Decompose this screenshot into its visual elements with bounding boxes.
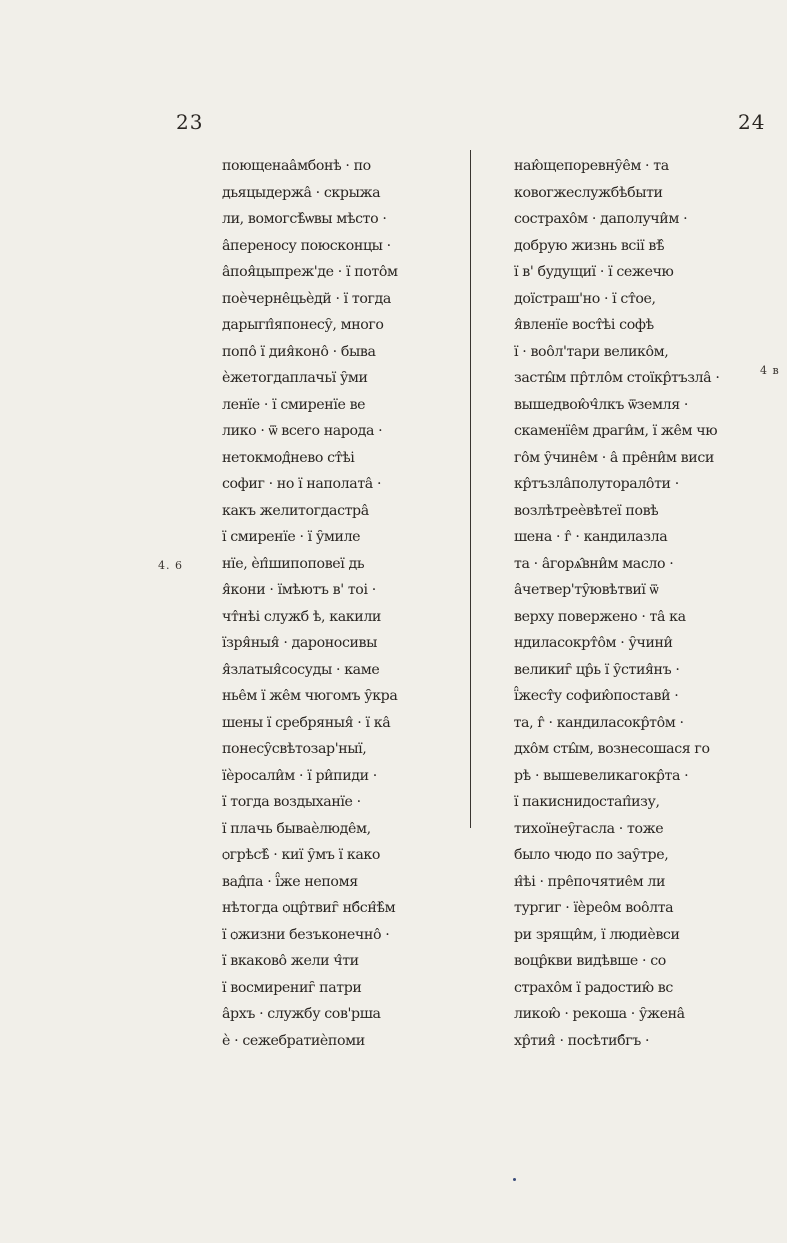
text-line: ли, вомогсѣ̂ѡвы мѣсто · bbox=[222, 211, 387, 227]
text-line: нїе, ѐп̂шипоповеї дь bbox=[222, 555, 365, 572]
text-line: чт̂нѣі служб ѣ, какили bbox=[222, 608, 381, 625]
text-line: ковогжеслужбѣбыти bbox=[514, 184, 663, 201]
text-line: ликою̂ · рекоша · у̑жена̂ bbox=[514, 1006, 685, 1022]
text-line: дарыгп̂японесу̑, много bbox=[222, 317, 384, 333]
text-line: страхо̂м ї радостию̂ вс bbox=[514, 979, 673, 996]
text-line: нѣтогда ѻцр̂твиг̑ нб̂сн̂ѣ̂м bbox=[222, 900, 396, 916]
text-line: я̂вленїе вост̂ѣі софѣ bbox=[514, 317, 654, 333]
text-line: ї в' будущиї · ї сежечю bbox=[514, 264, 674, 280]
text-line: ї тогда воздыханїе · bbox=[222, 794, 361, 810]
text-line: ї̂жест̂у софию̂постави̂ · bbox=[514, 688, 679, 704]
margin-note-right: 4 в bbox=[760, 364, 780, 377]
text-line: наю̂щепоревну̑е̂м · та bbox=[514, 158, 669, 174]
text-line: ї · воо̂л'тари велико̂м, bbox=[514, 343, 669, 360]
text-line: скаменїе̂м драги̂м, ї же̂м чю bbox=[514, 423, 718, 439]
column-divider bbox=[470, 150, 471, 828]
page-number-right: 24 bbox=[738, 110, 766, 134]
text-line: ї смиренїе · ї у̑миле bbox=[222, 529, 361, 545]
text-line: шены ї сребряныя̂ · ї ка̂ bbox=[222, 714, 391, 731]
text-line: вад̂па · ї̂же непомя bbox=[222, 873, 358, 890]
text-line: ри зрящи̂м, ї людиѐвси bbox=[514, 926, 680, 943]
text-line: ̂та, г̂ · кандиласокр̂то̂м · bbox=[514, 714, 684, 731]
text-line: а̂четвер'ту̑ювѣтвиї ѿ bbox=[514, 582, 659, 598]
text-line: понесу̑свѣтозар'ныї, bbox=[222, 741, 367, 757]
text-line: а̂рхъ · службу сов'рша bbox=[222, 1006, 381, 1022]
text-line: ѐжетогдаплачьї у̑ми bbox=[222, 370, 368, 386]
text-line: ндиласокрт̂о̂м · у̑чини̂ bbox=[514, 635, 673, 651]
text-line: поющенаа̂мбонѣ · по bbox=[222, 158, 371, 174]
text-line: доїстраш'но · ї ст̂ое, bbox=[514, 290, 656, 307]
text-line: ленїе · ї смиренїе ве bbox=[222, 396, 366, 413]
text-line: воцр̂кви видѣвше · со bbox=[514, 953, 666, 969]
text-line: дьяцыдержа̂ · скрыжа bbox=[222, 184, 381, 201]
text-line: вышедвою̂ч̂лкъ ѿземля · bbox=[514, 396, 689, 413]
text-line: ѐ · сежебратиѐпоми bbox=[222, 1032, 365, 1049]
left-text-column bbox=[222, 153, 427, 1054]
text-line: ї восмирениг̑ патри bbox=[222, 979, 362, 996]
text-line: їѐросали̂м · ї ри̂пиди · bbox=[222, 767, 377, 784]
ink-speck bbox=[513, 1178, 516, 1181]
text-line: а̂поя̂цыпреж'де · ї пото̂м bbox=[222, 264, 398, 280]
text-line: я̂кони · їмѣютъ в' тоі · bbox=[222, 582, 376, 598]
text-line: тургиг · їѐрео̂м воо̂лта bbox=[514, 900, 674, 916]
text-line: шена · г̂ · кандилазла bbox=[514, 529, 668, 545]
text-line: верху повержено · та̂ ка bbox=[514, 608, 686, 625]
text-line: лико · ѿ всего народа · bbox=[222, 423, 383, 439]
text-line: сострахо̂м · даполучи̂м · bbox=[514, 211, 688, 227]
text-line: а̂переносу поюсконцы · bbox=[222, 237, 391, 254]
text-line: нетокмод̂нево ст̂ѣі bbox=[222, 449, 355, 466]
text-line: великиг̑ цр̂ь ї у̑стия̂нъ · bbox=[514, 661, 680, 678]
text-line: попо̂ ї дия̂коно̂ · бывa bbox=[222, 343, 376, 360]
text-line: ї вкаково̂ жели ч̂ти bbox=[222, 953, 359, 969]
text-line: їзря̂ныя̂ · дароносивы bbox=[222, 635, 378, 651]
text-line: дхо̂м сты̂м, вознесошася го bbox=[514, 741, 710, 757]
text-line: го̂м у̑чине̂м · а̂ пре̂ни̂м виси bbox=[514, 449, 714, 466]
right-text-column bbox=[514, 153, 719, 1054]
text-line: ї ѻжизни безъконечно̂ · bbox=[222, 926, 390, 943]
page-number-left: 23 bbox=[176, 110, 204, 134]
text-line: та · а̂горѧ̂вни̂м масло · bbox=[514, 555, 674, 572]
text-line: ї пакиснидостап̂изу, bbox=[514, 794, 660, 810]
text-line: какъ желитогдастра̂ bbox=[222, 502, 369, 519]
margin-note-left: 4. 6 bbox=[158, 559, 183, 572]
text-line: хр̂тия̂ · посѣтиб̂гъ · bbox=[514, 1032, 650, 1049]
text-line: кр̂тъзла̂полуторало̂ти · bbox=[514, 476, 679, 492]
text-line: рѣ · вышевеликагокр̂та · bbox=[514, 767, 689, 784]
text-line: ѻгрѣсѣ̂ · киї у̑мъ ї како bbox=[222, 847, 381, 863]
text-line: ї плачь бываѐлюде̂м, bbox=[222, 820, 371, 837]
text-line: я̂златыя̂сосуды · каме bbox=[222, 661, 380, 678]
text-line: добрую жизнь всії вѣ̂ bbox=[514, 237, 665, 254]
text-line: возлѣтреѐвѣтеї повѣ bbox=[514, 502, 659, 519]
text-line: засты̂м пр̂тло̂м стоїкр̂тъзла̂ · bbox=[514, 370, 719, 386]
text-line: было чюдо по зау̑тре, bbox=[514, 847, 669, 863]
text-line: поѐчерне̂цьѐдй · ї тогда bbox=[222, 290, 391, 307]
text-line: нье̂м ї же̂м чюгомъ у̑кра bbox=[222, 688, 398, 704]
text-line: софиг · но ї наполата̂ · bbox=[222, 476, 382, 492]
text-line: н̂ѣі · пре̂почятие̂м ли bbox=[514, 873, 666, 890]
text-line: тихоїнеу̑гасла · тоже bbox=[514, 820, 664, 837]
